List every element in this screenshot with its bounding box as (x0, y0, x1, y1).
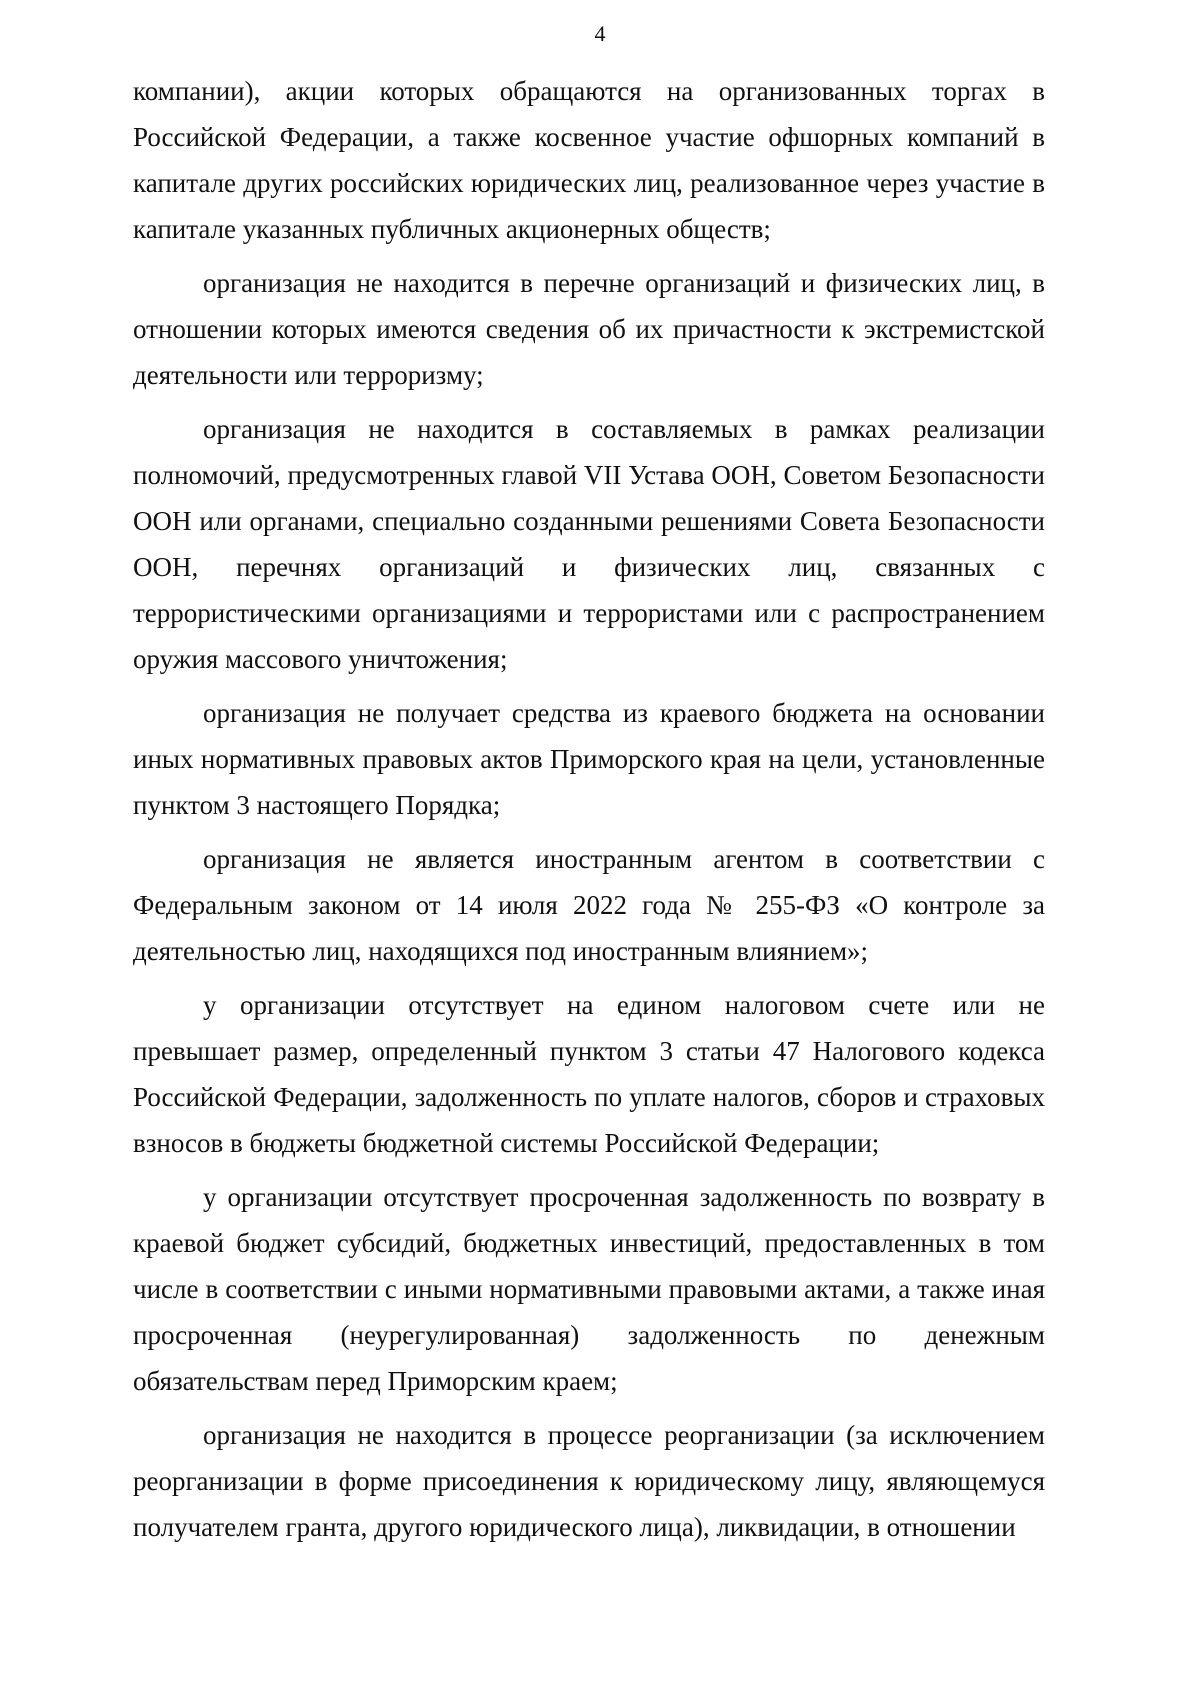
document-body (133, 68, 1045, 1558)
paragraph-extremism-list: организация не находится в перечне организаций и физических лиц, в отношении которых имеются сведения об их причастности к экстремистской деятельности или терроризму; (133, 268, 1045, 390)
paragraph-tax-debt: у организации отсутствует на едином налоговом счете или не превышает размер, определенный пунктом 3 статьи 47 Налогового кодекса Российской Федерации, задолженность по уплате налогов, сборов и страховых взносов в бюджеты бюджетной системы Российской Федерации; (133, 990, 1045, 1158)
paragraph-foreign-agent: организация не является иностранным агентом в соответствии с Федеральным законом от 14 июля 2022 года № 255-ФЗ «О контроле за деятельностью лиц, находящихся под иностранным влиянием»; (133, 844, 1045, 966)
page-number: 4 (594, 21, 606, 46)
paragraph-overdue-debt: у организации отсутствует просроченная задолженность по возврату в краевой бюджет субсидий, бюджетных инвестиций, предоставленных в том числе в соответствии с иными нормативными правовыми актами, а также иная просроченная (неурегулированная) задолженность по денежным обязательствам перед Приморским краем; (133, 1182, 1045, 1396)
paragraph-un-sanctions-list: организация не находится в составляемых в рамках реализации полномочий, предусмотренных главой VII Устава ООН, Советом Безопасности ООН или органами, специально созданными решениями Совета Безопасности ООН, перечнях организаций и физических лиц, связанных с террористическими организациями и террористами или с распространением оружия массового уничтожения; (133, 414, 1045, 674)
paragraph-no-other-budget-funds: организация не получает средства из краевого бюджета на основании иных нормативных правовых актов Приморского края на цели, установленные пунктом 3 настоящего Порядка; (133, 698, 1045, 820)
paragraph-continuation: компании), акции которых обращаются на организованных торгах в Российской Федерации, а также косвенное участие офшорных компаний в капитале других российских юридических лиц, реализованное через участие в капитале указанных публичных акционерных обществ; (133, 76, 1045, 244)
paragraph-reorganization: организация не находится в процессе реорганизации (за исключением реорганизации в форме присоединения к юридическому лицу, являющемуся получателем гранта, другого юридического лица), ликвидации, в отношении (133, 1420, 1045, 1542)
